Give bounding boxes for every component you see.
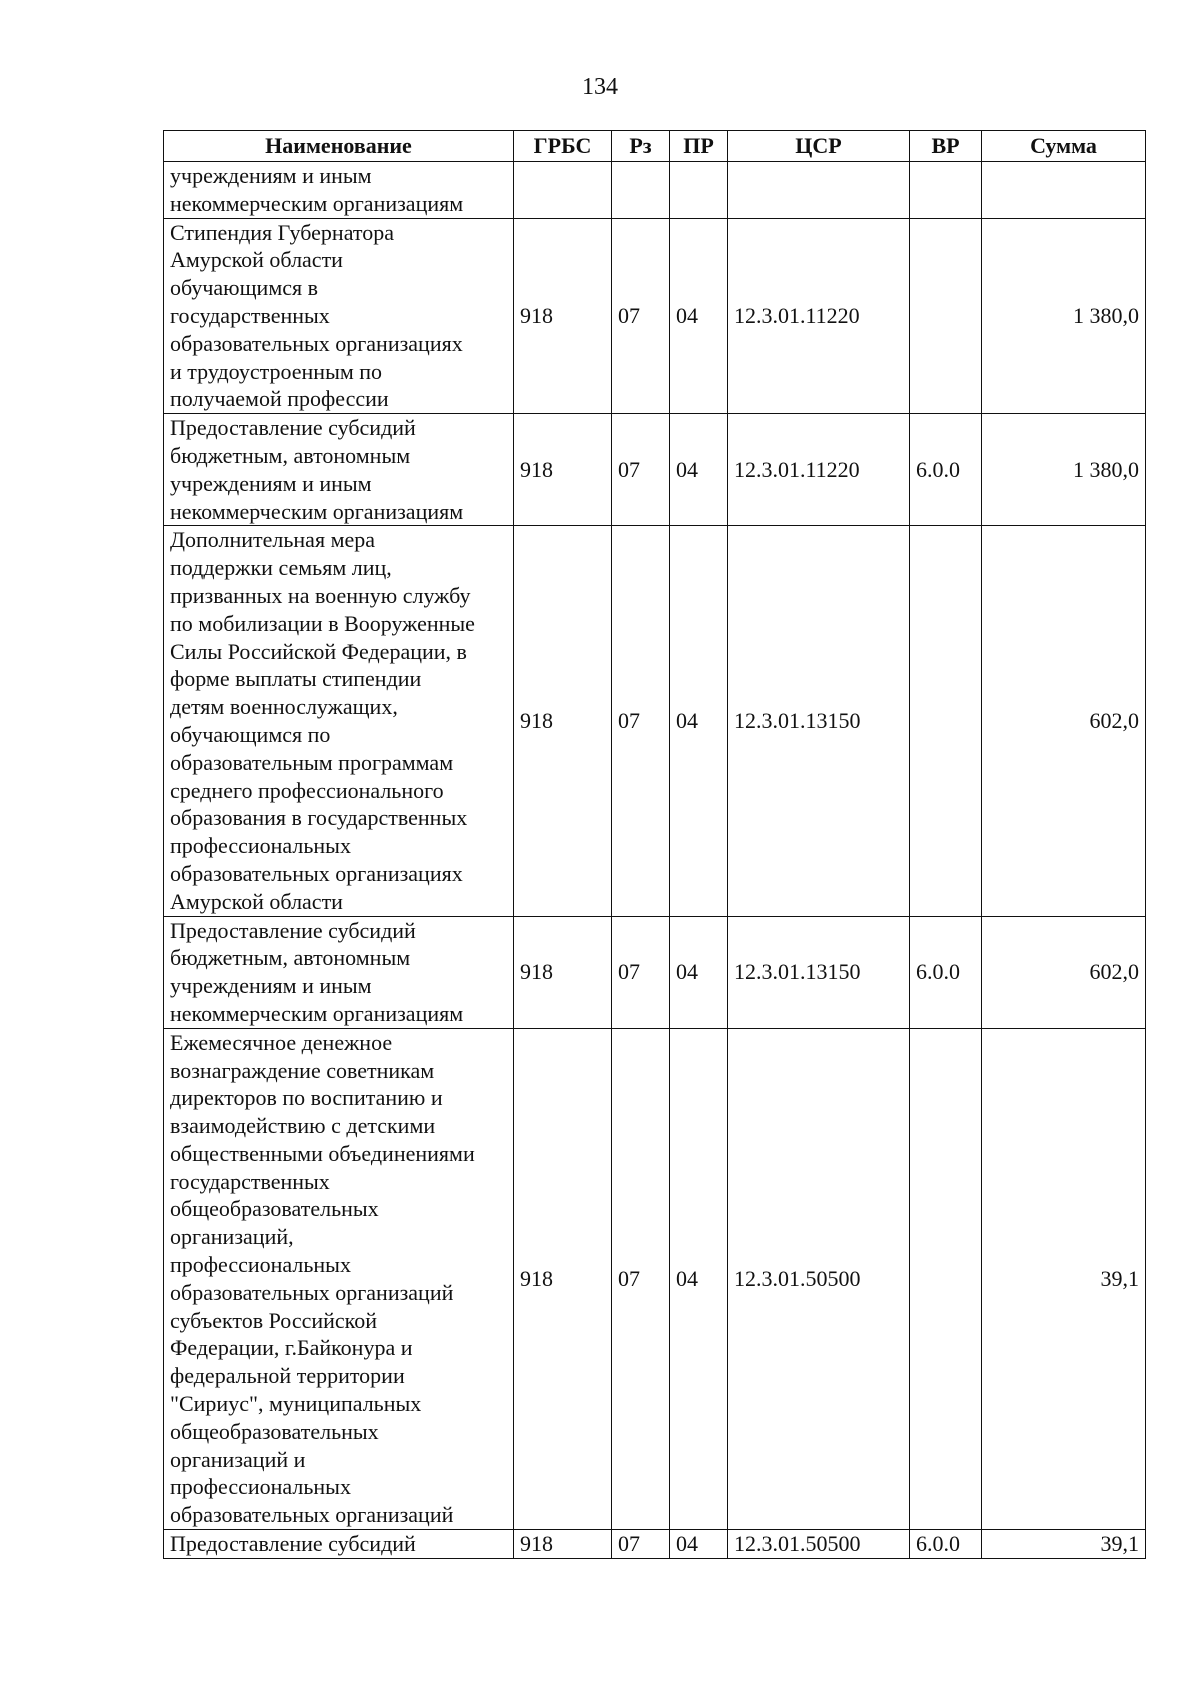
cell-sum: 39,1 [982, 1028, 1146, 1529]
cell-name-line: некоммерческим организациям [170, 498, 464, 524]
cell-name-line: обучающимся по [170, 721, 331, 747]
cell-name-line: общеобразовательных [170, 1418, 379, 1444]
cell-grbs: 918 [514, 526, 612, 916]
cell-name-line: некоммерческим организациям [170, 190, 464, 216]
cell-name-line: профессиональных [170, 833, 351, 859]
cell-name-line: Дополнительная мера [170, 527, 376, 553]
table-row [164, 218, 1146, 414]
cell-name-line: образовательных организаций [170, 1279, 454, 1305]
cell-pr [670, 162, 728, 219]
cell-name-line: призванных на военную службу [170, 582, 471, 608]
cell-name-line: директоров по воспитанию и [170, 1085, 443, 1111]
cell-name-line: государственных [170, 302, 330, 328]
cell-pr: 04 [670, 526, 728, 916]
cell-grbs [514, 162, 612, 219]
cell-name-line: Амурской области [170, 888, 343, 914]
table-row [164, 162, 1146, 219]
cell-name-line: и трудоустроенным по [170, 358, 383, 384]
cell-grbs: 918 [514, 1530, 612, 1559]
cell-name-line: организаций, [170, 1224, 294, 1250]
cell-name-line: детям военнослужащих, [170, 694, 398, 720]
cell-vr [910, 1028, 982, 1529]
budget-table [163, 130, 1146, 1559]
cell-rz: 07 [612, 1028, 670, 1529]
cell-rz: 07 [612, 526, 670, 916]
cell-name-line: "Сириус", муниципальных [170, 1391, 422, 1417]
table-header-row [164, 131, 1146, 162]
cell-name-line: Предоставление субсидий [170, 917, 416, 943]
page-number: 134 [582, 74, 618, 100]
cell-vr: 6.0.0 [910, 1530, 982, 1559]
cell-name-line: обучающимся в [170, 275, 319, 301]
cell-rz: 07 [612, 414, 670, 526]
header-name: Наименование [164, 131, 514, 162]
cell-rz [612, 162, 670, 219]
cell-csr: 12.3.01.11220 [728, 414, 910, 526]
table-row [164, 526, 1146, 916]
cell-grbs: 918 [514, 1028, 612, 1529]
cell-name-line: Амурской области [170, 247, 343, 273]
table-row [164, 1530, 1146, 1559]
cell-pr: 04 [670, 916, 728, 1028]
table-row [164, 1028, 1146, 1529]
cell-name [164, 162, 514, 219]
cell-name [164, 414, 514, 526]
cell-name-line: учреждениям и иным [170, 163, 372, 188]
cell-vr: 6.0.0 [910, 916, 982, 1028]
cell-vr [910, 526, 982, 916]
cell-vr [910, 162, 982, 219]
cell-name-line: Предоставление субсидий [170, 1531, 416, 1557]
cell-name-line: Предоставление субсидий [170, 415, 416, 441]
cell-name-line: поддержки семьям лиц, [170, 555, 392, 581]
cell-name-line: профессиональных [170, 1252, 351, 1278]
cell-name-line: бюджетным, автономным [170, 945, 411, 971]
cell-name-line: образования в государственных [170, 805, 468, 831]
cell-name-line: Федерации, г.Байконура и [170, 1335, 413, 1361]
cell-rz: 07 [612, 916, 670, 1028]
cell-name-line: Ежемесячное денежное [170, 1029, 393, 1055]
cell-name [164, 916, 514, 1028]
cell-name-line: Стипендия Губернатора [170, 219, 394, 245]
table-row [164, 414, 1146, 526]
cell-sum: 1 380,0 [982, 414, 1146, 526]
cell-name-line: профессиональных [170, 1474, 351, 1500]
cell-name-line: образовательных организациях [170, 330, 463, 356]
cell-name [164, 1530, 514, 1559]
cell-grbs: 918 [514, 916, 612, 1028]
header-vr: ВР [910, 131, 982, 162]
cell-csr [728, 162, 910, 219]
cell-name-line: субъектов Российской [170, 1307, 378, 1333]
cell-sum: 602,0 [982, 916, 1146, 1028]
cell-name-line: образовательным программам [170, 749, 454, 775]
cell-name [164, 1028, 514, 1529]
header-pr: ПР [670, 131, 728, 162]
header-sum: Сумма [982, 131, 1146, 162]
cell-csr: 12.3.01.13150 [728, 916, 910, 1028]
cell-name-line: общественными объединениями [170, 1140, 475, 1166]
cell-rz: 07 [612, 1530, 670, 1559]
cell-pr: 04 [670, 414, 728, 526]
header-grbs: ГРБС [514, 131, 612, 162]
cell-pr: 04 [670, 218, 728, 414]
cell-grbs: 918 [514, 414, 612, 526]
cell-name-line: вознаграждение советникам [170, 1057, 435, 1083]
cell-sum [982, 162, 1146, 219]
cell-name-line: государственных [170, 1168, 330, 1194]
cell-name-line: форме выплаты стипендии [170, 666, 422, 692]
cell-name-line: федеральной территории [170, 1363, 405, 1389]
cell-name-line: бюджетным, автономным [170, 442, 411, 468]
cell-vr [910, 218, 982, 414]
cell-pr: 04 [670, 1028, 728, 1529]
cell-name-line: учреждениям и иным [170, 973, 372, 999]
cell-name-line: по мобилизации в Вооруженные [170, 610, 475, 636]
cell-rz: 07 [612, 218, 670, 414]
cell-sum: 39,1 [982, 1530, 1146, 1559]
cell-name-line: образовательных организаций [170, 1502, 454, 1528]
cell-csr: 12.3.01.50500 [728, 1530, 910, 1559]
cell-name-line: общеобразовательных [170, 1196, 379, 1222]
cell-name [164, 526, 514, 916]
cell-name-line: некоммерческим организациям [170, 1000, 464, 1026]
table-row [164, 916, 1146, 1028]
cell-name-line: взаимодействию с детскими [170, 1113, 436, 1139]
cell-name-line: Силы Российской Федерации, в [170, 638, 467, 664]
header-rz: Рз [612, 131, 670, 162]
cell-csr: 12.3.01.13150 [728, 526, 910, 916]
cell-name [164, 218, 514, 414]
cell-name-line: среднего профессионального [170, 777, 444, 803]
cell-name-line: образовательных организациях [170, 860, 463, 886]
cell-sum: 1 380,0 [982, 218, 1146, 414]
cell-name-line: организаций и [170, 1446, 306, 1472]
header-csr: ЦСР [728, 131, 910, 162]
cell-name-line: учреждениям и иным [170, 470, 372, 496]
cell-csr: 12.3.01.50500 [728, 1028, 910, 1529]
cell-csr: 12.3.01.11220 [728, 218, 910, 414]
cell-sum: 602,0 [982, 526, 1146, 916]
cell-grbs: 918 [514, 218, 612, 414]
cell-name-line: получаемой профессии [170, 386, 389, 412]
cell-pr: 04 [670, 1530, 728, 1559]
cell-vr: 6.0.0 [910, 414, 982, 526]
